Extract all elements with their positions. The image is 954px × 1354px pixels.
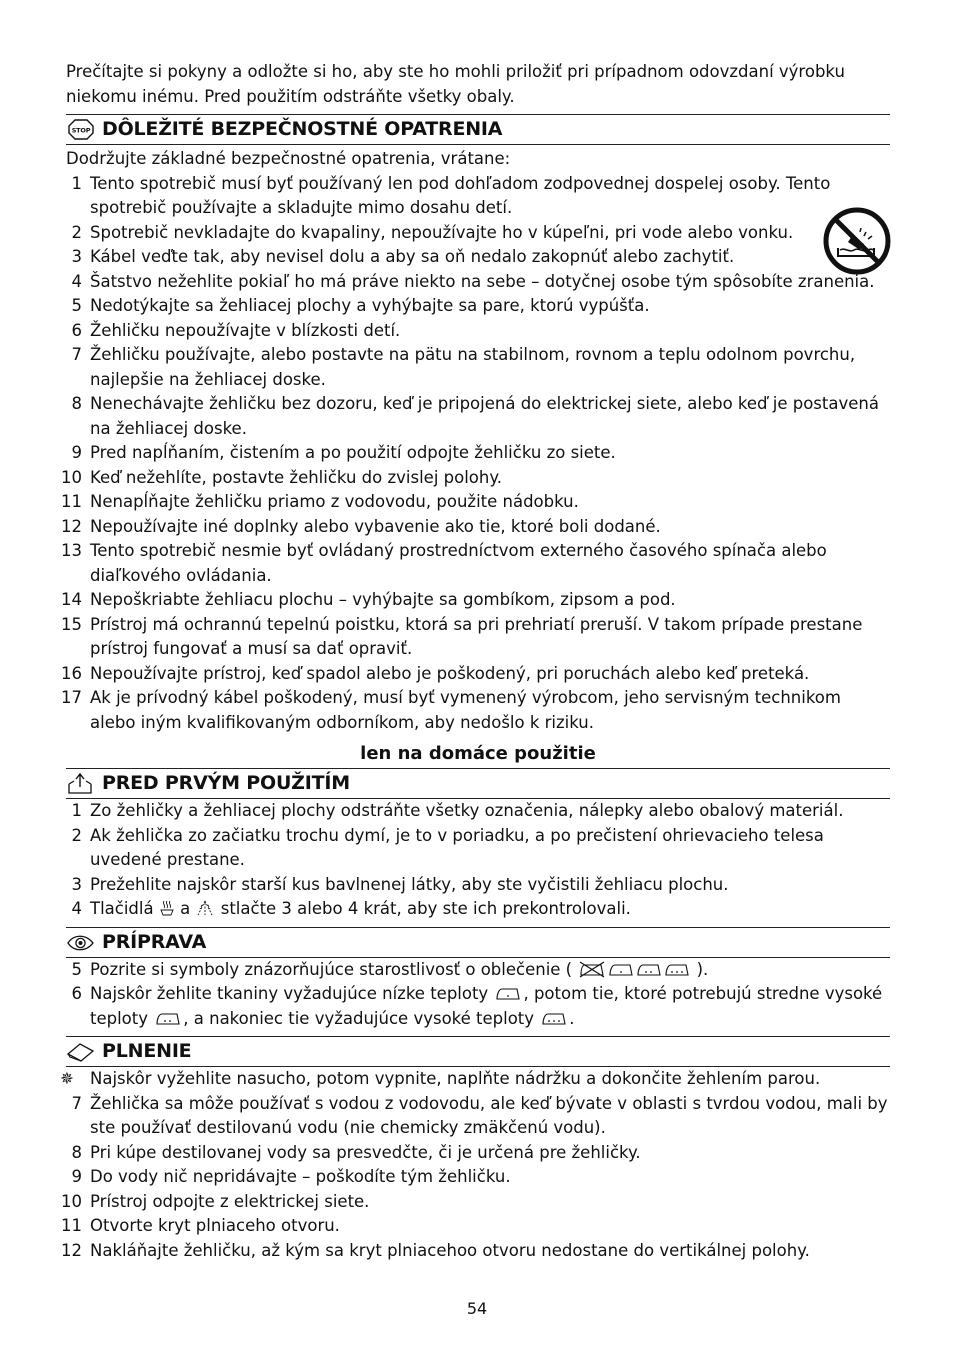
stop-icon [66,118,96,141]
list-item [61,588,890,613]
list-item-text: Do vody nič nepridávajte – poškodíte tým žehličku. [90,1167,511,1186]
list-item [61,539,890,588]
list-item-number: 3 [71,247,82,266]
list-item-number: 1 [71,801,82,820]
first-use-heading-text: PRED PRVÝM POUŽITÍM [102,772,350,794]
list-item-number: 12 [61,516,82,536]
safety-heading-text: DÔLEŽITÉ BEZPEČNOSTNÉ OPATRENIA [102,118,503,140]
list-item [61,613,890,662]
list-item-text: Spotrebič nevkladajte do kvapaliny, nepoužívajte ho v kúpeľni, pri vode alebo vonku. [90,222,794,242]
list-item-text: Šatstvo nežehlite pokiaľ ho má práve niekto na sebe – dotyčnej osobe tým spôsobíte zranenia. [90,271,875,291]
list-item [66,221,890,246]
list-item [66,343,890,392]
list-item [66,294,890,319]
filling-heading-text: PLNENIE [102,1040,192,1062]
list-item: 5 Pozrite si symboly znázorňujúce starostlivosť o oblečenie ( ). [71,959,709,979]
list-item [66,824,890,873]
list-item-text: Nedotýkajte sa žehliacej plochy a vyhýbajte sa pare, ktorú vypúšťa. [90,296,650,315]
iron-low-icon [607,960,635,978]
preparation-list [66,958,890,1032]
filling-list [61,1092,890,1264]
list-item: 4 Tlačidlá a stlačte 3 alebo 4 krát, aby ste ich prekontrolovali. [71,899,631,918]
list-item-text: Pri kúpe destilovanej vody sa presvedčte, či je určená pre žehličky. [90,1142,641,1162]
list-item-text: Nenechávajte žehličku bez dozoru, keď je pripojená do elektrickej siete, alebo keď je postavená na žehliacej doske. [90,394,879,438]
list-item-text: Prístroj má ochrannú tepelnú poistku, ktorá sa pri prehriatí preruší. V takom prípade prestane prístroj fungovať a musí sa dať opraviť. [90,614,863,658]
list-item-number: 8 [71,394,82,413]
preparation-heading [66,927,890,958]
filling-heading [66,1036,890,1067]
list-item-number: 9 [71,1167,82,1186]
safety-lead: Dodržujte základné bezpečnostné opatrenia, vrátane: [66,149,511,168]
list-item [66,1141,890,1166]
safety-list [61,172,890,736]
safety-heading [66,114,890,145]
intro [66,60,890,109]
iron-high-icon [663,960,691,978]
list-item [61,466,890,491]
list-item-number: 11 [61,1216,82,1235]
list-item-text: Nepoužívajte iné doplnky alebo vybavenie ako tie, ktoré boli dodané. [90,516,661,536]
list-item-text: Kábel veďte tak, aby nevisel dolu a aby sa oň nedalo zakopnúť alebo zachytiť. [90,247,735,266]
list-item [61,490,890,515]
list-item-text: Nenapĺňajte žehličku priamo z vodovodu, použite nádobku. [90,492,579,511]
intro-line-2: niekomu inému. Pred použitím odstráňte všetky obaly. [66,86,515,106]
first-use-heading [66,768,890,799]
list-item-number: 2 [71,825,82,845]
list-item [61,1190,890,1215]
list-item-text: Otvorte kryt plniaceho otvoru. [90,1216,340,1235]
list-item-number: 2 [71,222,82,242]
iron-high-icon [539,1009,569,1027]
list-item-number: 6 [71,320,82,340]
list-item-number: 3 [71,874,82,894]
list-item-number: 7 [71,1093,82,1113]
list-item-number: 17 [61,688,82,707]
list-item [61,1239,890,1264]
no-water-immersion-icon [822,206,892,276]
list-item-text: Zo žehličky a žehliacej plochy odstráňte všetky označenia, nálepky alebo obalový materiál. [90,801,844,820]
list-item-number: 10 [61,1191,82,1211]
list-item [66,873,890,898]
list-item [66,441,890,466]
water-tank-icon [66,1040,96,1063]
list-item-text: Pred napĺňaním, čistením a po použití odpojte žehličku zo siete. [90,443,616,462]
list-item-text: Tento spotrebič musí byť používaný len pod dohľadom zodpovednej dospelej osoby. Tento spotrebič používajte a skladujte mimo dosahu detí. [90,173,831,217]
list-item-number: 14 [61,590,82,609]
page-content [60,60,890,1263]
steam-shot-icon [159,899,175,917]
iron-low-icon [493,984,523,1002]
list-item-text: Nakláňajte žehličku, až kým sa kryt plniacehoo otvoru nedostane do vertikálnej polohy. [90,1240,810,1260]
list-item [66,172,890,221]
list-item [61,662,890,687]
list-item [66,799,890,824]
list-item-text: Žehlička sa môže používať s vodou z vodovodu, ale keď bývate v oblasti s tvrdou vodou, mali by ste používať destilovanú vodu (nie chemicky zmäkčenú vodu). [90,1093,888,1137]
list-item-number: 16 [61,663,82,683]
list-item-number: 13 [61,541,82,560]
stop-icon-label: STOP [71,126,91,135]
list-item-text: Ak je prívodný kábel poškodený, musí byť vymenený výrobcom, jeho servisným technikom alebo iným kvalifikovaným odborníkom, aby nedošlo k riziku. [90,688,841,732]
preparation-heading-text: PRÍPRAVA [102,930,207,953]
list-item-number: 12 [61,1240,82,1260]
list-item-number: 15 [61,614,82,634]
list-item-text: Prežehlite najskôr starší kus bavlnenej látky, aby ste vyčistili žehliacu plochu. [90,874,729,894]
list-item [66,1092,890,1141]
do-not-iron-icon [577,960,607,978]
list-item-text: Tento spotrebič nesmie byť ovládaný prostredníctvom externého časového spínača alebo diaľkového ovládania. [90,541,827,585]
first-use-list-4 [66,897,890,922]
iron-medium-icon [153,1009,183,1027]
list-item-number: 9 [71,443,82,462]
page-number: 54 [466,1299,488,1318]
list-item [61,515,890,540]
list-item: 6 Najskôr žehlite tkaniny vyžadujúce nízke teploty , potom tie, ktoré potrebujú stredne vysoké teploty , a nakoniec tie vyžadujúce vysoké teploty . [71,984,883,1028]
unbox-icon [66,772,96,795]
list-item-number: 8 [71,1142,82,1162]
list-item-number: 11 [61,492,82,511]
list-item-text: Keď nežehlíte, postavte žehličku do zvislej polohy. [90,467,503,487]
list-item-text: Nepoužívajte prístroj, keď spadol alebo je poškodený, pri poruchách alebo keď preteká. [90,663,810,683]
list-item [66,392,890,441]
list-item-text: Žehličku nepoužívajte v blízkosti detí. [90,320,401,340]
list-item-text: Prístroj odpojte z elektrickej siete. [90,1191,370,1211]
list-item-text: Ak žehlička zo začiatku trochu dymí, je to v poriadku, a po prečistení ohrievacieho telesa uvedené prestane. [90,825,824,869]
spray-icon [195,899,215,917]
intro-line-1: Prečítajte si pokyny a odložte si ho, aby ste ho mohli priložiť pri prípadnom odovzdaní výrobku [66,62,845,81]
star-icon: ✵ [60,1069,74,1088]
domestic-note: len na domáce použitie [360,743,596,764]
list-item [66,319,890,344]
eye-icon [66,931,96,954]
list-item-number: 1 [71,173,82,193]
list-item [61,686,890,735]
iron-medium-icon [635,960,663,978]
list-item-text: Nepoškriabte žehliacu plochu – vyhýbajte sa gombíkom, zipsom a pod. [90,590,676,609]
filling-star-list [60,1067,890,1092]
list-item [61,1214,890,1239]
list-item: ✵ Najskôr vyžehlite nasucho, potom vypnite, naplňte nádržku a dokončite žehlením parou. [66,1067,890,1092]
list-item-number: 4 [71,271,82,291]
list-item-text: Žehličku používajte, alebo postavte na pätu na stabilnom, rovnom a teplu odolnom povrchu, najlepšie na žehliacej doske. [90,345,856,389]
list-item [66,245,890,270]
list-item-number: 7 [71,345,82,364]
first-use-list [66,799,890,897]
list-item-number: 10 [61,467,82,487]
list-item [66,270,890,295]
list-item-number: 5 [71,296,82,315]
list-item [66,1165,890,1190]
